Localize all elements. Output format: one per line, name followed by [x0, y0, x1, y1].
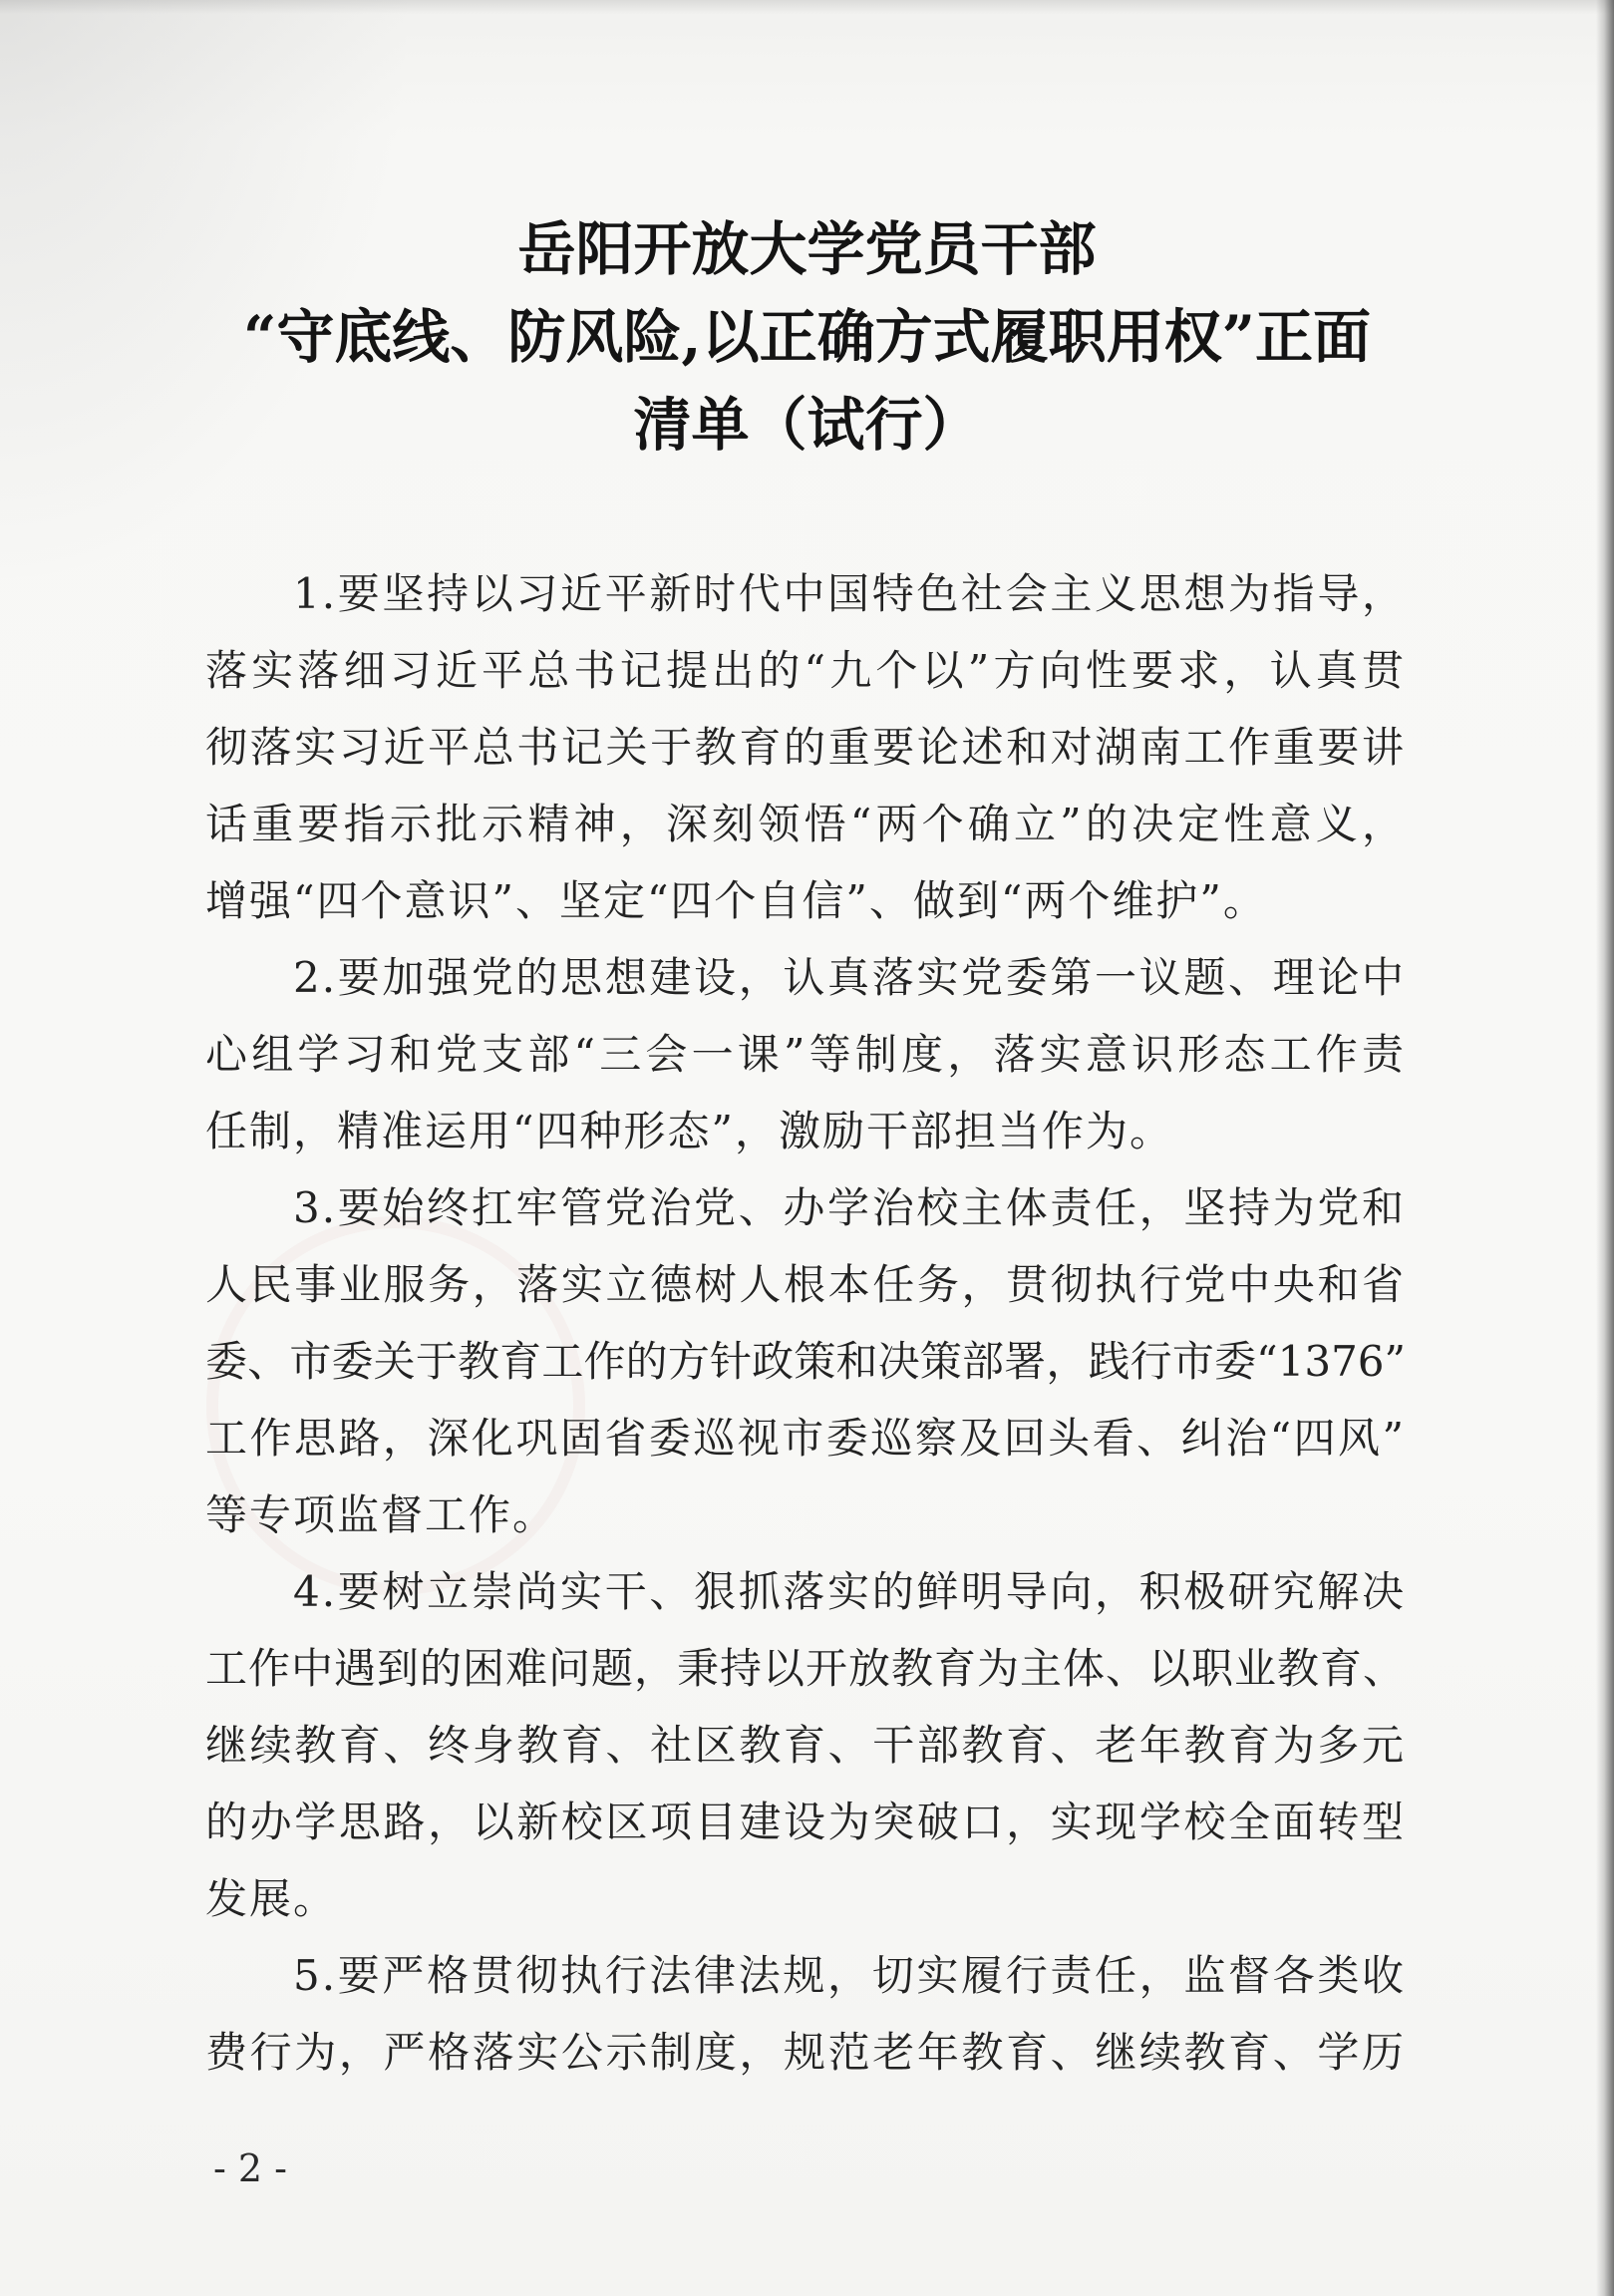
- paragraph-1: [205, 555, 1406, 939]
- paragraph-4: [205, 1553, 1406, 1937]
- paragraph-line: 继续教育、终身教育、社区教育、干部教育、老年教育为多元: [205, 1721, 1406, 1770]
- paragraph-line: 工作思路，深化巩固省委巡视市委巡察及回头看、纠治“四风”: [205, 1414, 1406, 1463]
- paragraph-line: 的办学思路，以新校区项目建设为突破口，实现学校全面转型: [205, 1798, 1406, 1846]
- paragraph-2: [205, 939, 1406, 1169]
- paragraph-line: 1.要坚持以习近平新时代中国特色社会主义思想为指导，: [293, 569, 1406, 618]
- title-line-2: “守底线、防风险,以正确方式履职用权”正面: [243, 303, 1371, 371]
- page-number: - 2 -: [213, 2146, 288, 2190]
- paragraph-line: 落实落细习近平总书记提出的“九个以”方向性要求，认真贯: [205, 646, 1406, 695]
- paragraph-line: 4.要树立崇尚实干、狠抓落实的鲜明导向，积极研究解决: [293, 1567, 1406, 1616]
- paragraph-line: 增强“四个意识”、坚定“四个自信”、做到“两个维护”。: [205, 876, 1267, 925]
- paragraph-line: 等专项监督工作。: [205, 1490, 557, 1539]
- paragraph-5: [205, 1937, 1406, 2091]
- paragraph-line: 任制，精准运用“四种形态”，激励干部担当作为。: [205, 1107, 1173, 1155]
- document-body: [205, 555, 1406, 2091]
- scan-top-edge: [0, 0, 1614, 14]
- paragraph-3: [205, 1169, 1406, 1553]
- document-title: [0, 205, 1614, 469]
- paragraph-line: 费行为，严格落实公示制度，规范老年教育、继续教育、学历: [205, 2028, 1406, 2077]
- title-line-1: 岳阳开放大学党员干部: [517, 215, 1097, 283]
- title-line-3: 清单（试行）: [633, 391, 981, 459]
- paragraph-line: 话重要指示批示精神，深刻领悟“两个确立”的决定性意义，: [205, 800, 1406, 848]
- paragraph-line: 发展。: [205, 1874, 338, 1923]
- paragraph-line: 彻落实习近平总书记关于教育的重要论述和对湖南工作重要讲: [205, 723, 1406, 772]
- paragraph-line: 委、市委关于教育工作的方针政策和决策部署，践行市委“1376”: [205, 1337, 1406, 1386]
- paragraph-line: 3.要始终扛牢管党治党、办学治校主体责任，坚持为党和: [293, 1183, 1406, 1232]
- paragraph-line: 人民事业服务，落实立德树人根本任务，贯彻执行党中央和省: [205, 1260, 1406, 1309]
- paragraph-line: 心组学习和党支部“三会一课”等制度，落实意识形态工作责: [205, 1030, 1406, 1079]
- paragraph-line: 工作中遇到的困难问题，秉持以开放教育为主体、以职业教育、: [205, 1644, 1406, 1693]
- paragraph-line: 2.要加强党的思想建设，认真落实党委第一议题、理论中: [293, 953, 1406, 1002]
- paragraph-line: 5.要严格贯彻执行法律法规，切实履行责任，监督各类收: [293, 1951, 1406, 2000]
